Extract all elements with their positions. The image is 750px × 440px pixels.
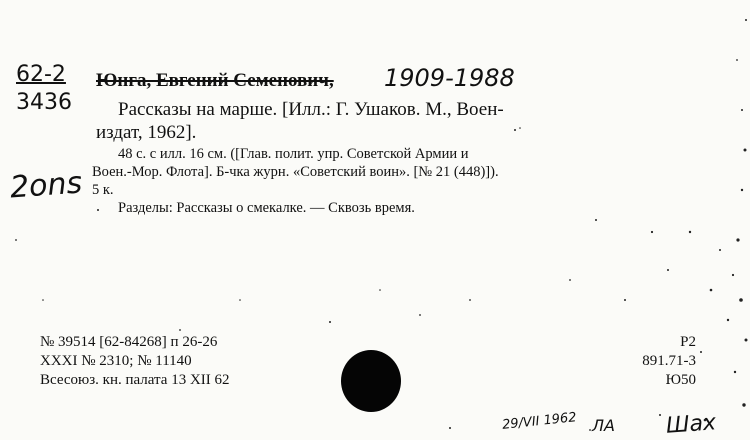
call-number-top: 62-2 [16, 62, 66, 87]
footer-right-line-2: 891.71-3 [642, 353, 696, 369]
author-heading: Юнга, Евгений Семенович, [96, 70, 334, 91]
footer-left-line-2: XXXI № 2310; № 11140 [40, 353, 192, 369]
contents-note: Разделы: Рассказы о смекалке. — Сквозь время. [118, 200, 415, 216]
title-line-2: издат, 1962]. [96, 122, 197, 143]
physical-line-2: Воен.-Мор. Флота]. Б-чка журн. «Советский воин». [№ 21 (448)]). [92, 164, 499, 180]
title-line-1: Рассказы на марше. [Илл.: Г. Ушаков. М., Воен- [118, 99, 504, 120]
punch-hole [341, 350, 401, 412]
footer-right-line-1: Р2 [680, 334, 696, 350]
footer-left-line-3: Всесоюз. кн. палата 13 XII 62 [40, 372, 230, 388]
side-mark: 2ons [8, 165, 84, 206]
initials: ЛА [592, 416, 615, 435]
footer-right-line-3: Ю50 [665, 372, 696, 388]
physical-line-1: 48 с. с илл. 16 см. ([Глав. полит. упр. Советской Армии и [118, 146, 469, 162]
price: 5 к. [92, 182, 114, 198]
life-years: 1909-1988 [384, 64, 515, 92]
call-number-bottom: 3436 [16, 90, 72, 115]
date-stamp: 29/VII 1962 [501, 410, 578, 433]
signature: Шах [665, 410, 717, 439]
footer-left-line-1: № 39514 [62-84268] п 26-26 [40, 334, 218, 350]
